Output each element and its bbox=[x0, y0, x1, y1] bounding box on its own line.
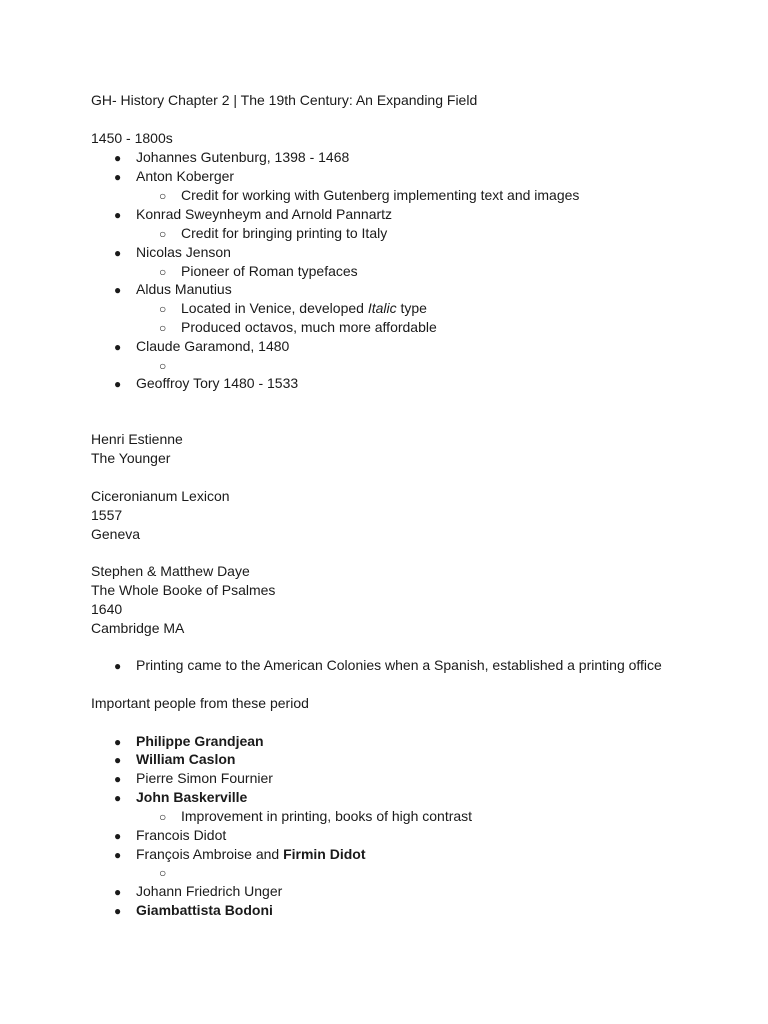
bullet-icon: ● bbox=[114, 151, 122, 165]
sub-list-item bbox=[159, 186, 579, 206]
list-item-text: Francois Didot bbox=[136, 827, 227, 843]
list-item bbox=[114, 901, 273, 921]
list-item-text: John Baskerville bbox=[136, 789, 248, 805]
sub-list-item-text: Located in Venice, developed bbox=[181, 300, 368, 316]
list-item-text: Johannes Gutenburg, 1398 - 1468 bbox=[136, 149, 350, 165]
section-heading-dates: 1450 - 1800s bbox=[91, 130, 173, 146]
list-item-text: Giambattista Bodoni bbox=[136, 902, 273, 918]
sub-bullet-icon: ○ bbox=[159, 321, 167, 335]
list-item bbox=[114, 167, 234, 187]
list-item-text: Konrad Sweynheym and Arnold Pannartz bbox=[136, 206, 393, 222]
sub-bullet-icon: ○ bbox=[159, 810, 167, 824]
lexicon-title: Ciceronianum Lexicon bbox=[91, 488, 230, 504]
list-item bbox=[114, 845, 366, 865]
sub-bullet-icon: ○ bbox=[159, 227, 167, 241]
bullet-icon: ● bbox=[114, 340, 122, 354]
sub-list-item-text: Produced octavos, much more affordable bbox=[181, 319, 437, 335]
bullet-icon: ● bbox=[114, 753, 122, 767]
list-item bbox=[114, 826, 226, 846]
list-item-text: Johann Friedrich Unger bbox=[136, 883, 283, 899]
list-item-text: Anton Koberger bbox=[136, 168, 235, 184]
list-item bbox=[114, 243, 231, 263]
list-item-text: Printing came to the American Colonies when a Spanish, established a printing office bbox=[136, 657, 662, 673]
estienne-name: Henri Estienne bbox=[91, 431, 183, 447]
sub-list-item bbox=[159, 807, 472, 827]
list-item-bold-text: Firmin Didot bbox=[283, 846, 366, 862]
lexicon-place: Geneva bbox=[91, 526, 141, 542]
sub-list-item bbox=[159, 356, 181, 376]
list-item-text: Nicolas Jenson bbox=[136, 244, 231, 260]
list-item-text: Geoffroy Tory 1480 - 1533 bbox=[136, 375, 299, 391]
sub-list-item-text-end: type bbox=[396, 300, 427, 316]
sub-bullet-icon: ○ bbox=[159, 265, 167, 279]
italic-word: Italic bbox=[367, 300, 397, 316]
people-heading: Important people from these period bbox=[91, 695, 309, 711]
list-item-text: William Caslon bbox=[136, 751, 236, 767]
sub-list-item bbox=[159, 863, 181, 883]
list-item-text: François Ambroise and bbox=[136, 846, 284, 862]
sub-list-item bbox=[159, 224, 387, 244]
bullet-icon: ● bbox=[114, 208, 122, 222]
list-item bbox=[114, 337, 289, 357]
list-item bbox=[114, 280, 232, 300]
bullet-icon: ● bbox=[114, 246, 122, 260]
sub-list-item-text: Improvement in printing, books of high contrast bbox=[181, 808, 473, 824]
sub-list-item-text: Pioneer of Roman typefaces bbox=[181, 263, 358, 279]
sub-list-item bbox=[159, 262, 358, 282]
bullet-icon: ● bbox=[114, 885, 122, 899]
sub-bullet-icon: ○ bbox=[159, 189, 167, 203]
list-item bbox=[114, 374, 298, 394]
bullet-icon: ● bbox=[114, 283, 122, 297]
sub-list-item-text: Credit for working with Gutenberg implementing text and images bbox=[181, 187, 580, 203]
daye-authors: Stephen & Matthew Daye bbox=[91, 563, 250, 579]
bullet-icon: ● bbox=[114, 659, 122, 673]
sub-bullet-icon: ○ bbox=[159, 302, 167, 316]
list-item bbox=[114, 750, 235, 770]
bullet-icon: ● bbox=[114, 735, 122, 749]
estienne-subtitle: The Younger bbox=[91, 450, 171, 466]
list-item-text: Claude Garamond, 1480 bbox=[136, 338, 290, 354]
bullet-icon: ● bbox=[114, 170, 122, 184]
list-item-text: Aldus Manutius bbox=[136, 281, 232, 297]
bullet-icon: ● bbox=[114, 829, 122, 843]
bullet-icon: ● bbox=[114, 848, 122, 862]
list-item-text: Philippe Grandjean bbox=[136, 733, 264, 749]
bullet-icon: ● bbox=[114, 791, 122, 805]
sub-list-item bbox=[159, 299, 427, 319]
list-item bbox=[114, 882, 282, 902]
lexicon-year: 1557 bbox=[91, 507, 123, 523]
list-item bbox=[114, 148, 349, 168]
sub-list-item-text: Credit for bringing printing to Italy bbox=[181, 225, 388, 241]
list-item bbox=[114, 205, 392, 225]
sub-bullet-icon: ○ bbox=[159, 866, 167, 880]
document-title: GH- History Chapter 2 | The 19th Century: An Expanding Field bbox=[91, 92, 478, 108]
list-item bbox=[114, 769, 273, 789]
daye-title: The Whole Booke of Psalmes bbox=[91, 582, 276, 598]
daye-place: Cambridge MA bbox=[91, 620, 185, 636]
list-item bbox=[114, 732, 264, 752]
bullet-icon: ● bbox=[114, 772, 122, 786]
daye-year: 1640 bbox=[91, 601, 123, 617]
list-item bbox=[114, 788, 247, 808]
list-item-text: Pierre Simon Fournier bbox=[136, 770, 273, 786]
bullet-icon: ● bbox=[114, 377, 122, 391]
list-item bbox=[114, 656, 662, 676]
bullet-icon: ● bbox=[114, 904, 122, 918]
sub-list-item bbox=[159, 318, 437, 338]
sub-bullet-icon: ○ bbox=[159, 359, 167, 373]
